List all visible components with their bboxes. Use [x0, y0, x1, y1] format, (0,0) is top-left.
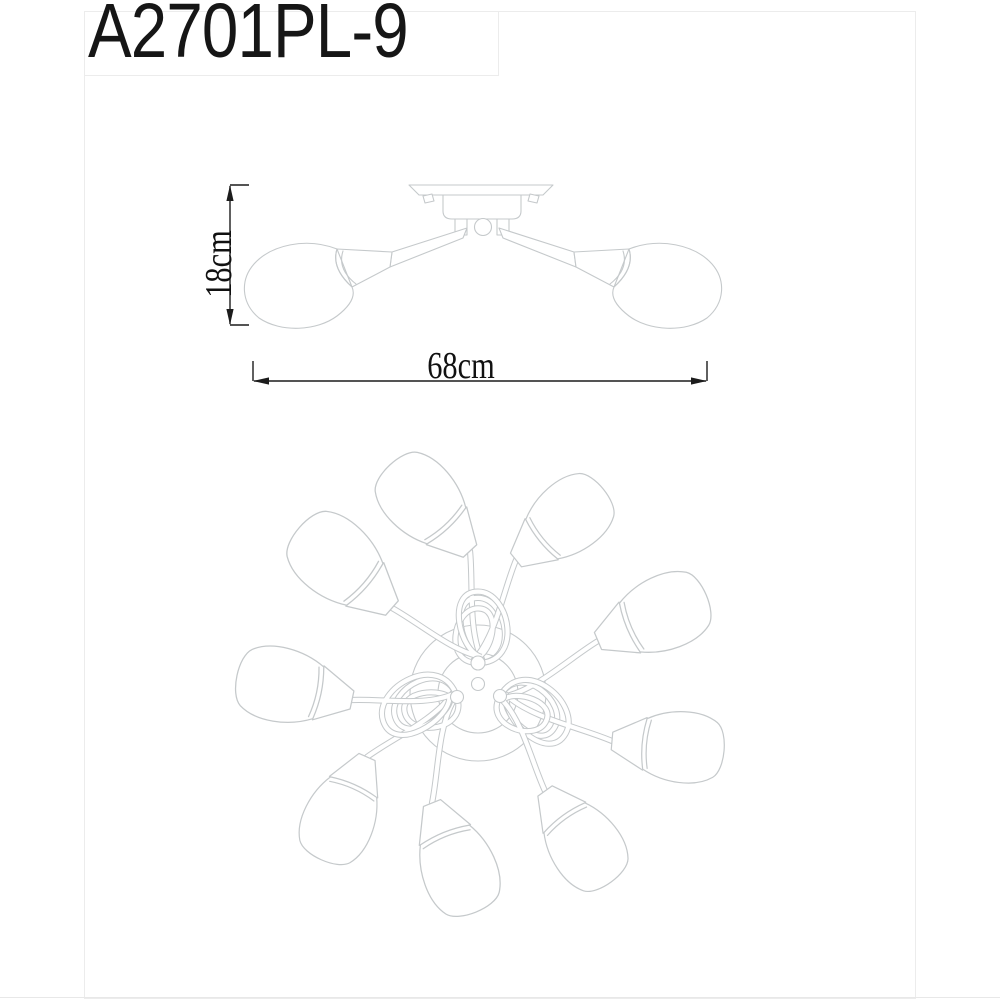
pivot-top — [471, 656, 485, 670]
canopy-cup — [443, 195, 521, 219]
screw-left — [423, 194, 434, 203]
ceiling-canopy — [409, 185, 553, 236]
lamp-shade — [363, 440, 498, 577]
center-knob — [475, 219, 492, 236]
lamp-shade — [609, 706, 727, 787]
lamp-shade — [229, 639, 359, 736]
screw-right — [528, 194, 539, 203]
ceiling-plate — [409, 185, 553, 195]
lamp-shade — [516, 770, 640, 903]
lamp-shade — [398, 789, 511, 926]
side-view — [244, 185, 721, 328]
lamp-shade — [289, 743, 400, 875]
center-hole — [472, 678, 485, 691]
product-model-title: A2701PL-9 — [88, 0, 408, 74]
side-lamp-right — [499, 228, 722, 328]
width-dimension-label: 68cm — [427, 345, 495, 387]
height-dimension-label: 18cm — [198, 230, 240, 298]
top-view — [229, 440, 727, 926]
side-lamp-left — [244, 228, 467, 328]
pivot-right — [494, 690, 507, 703]
pivot-left — [451, 691, 464, 704]
lamp-shade — [583, 561, 720, 675]
